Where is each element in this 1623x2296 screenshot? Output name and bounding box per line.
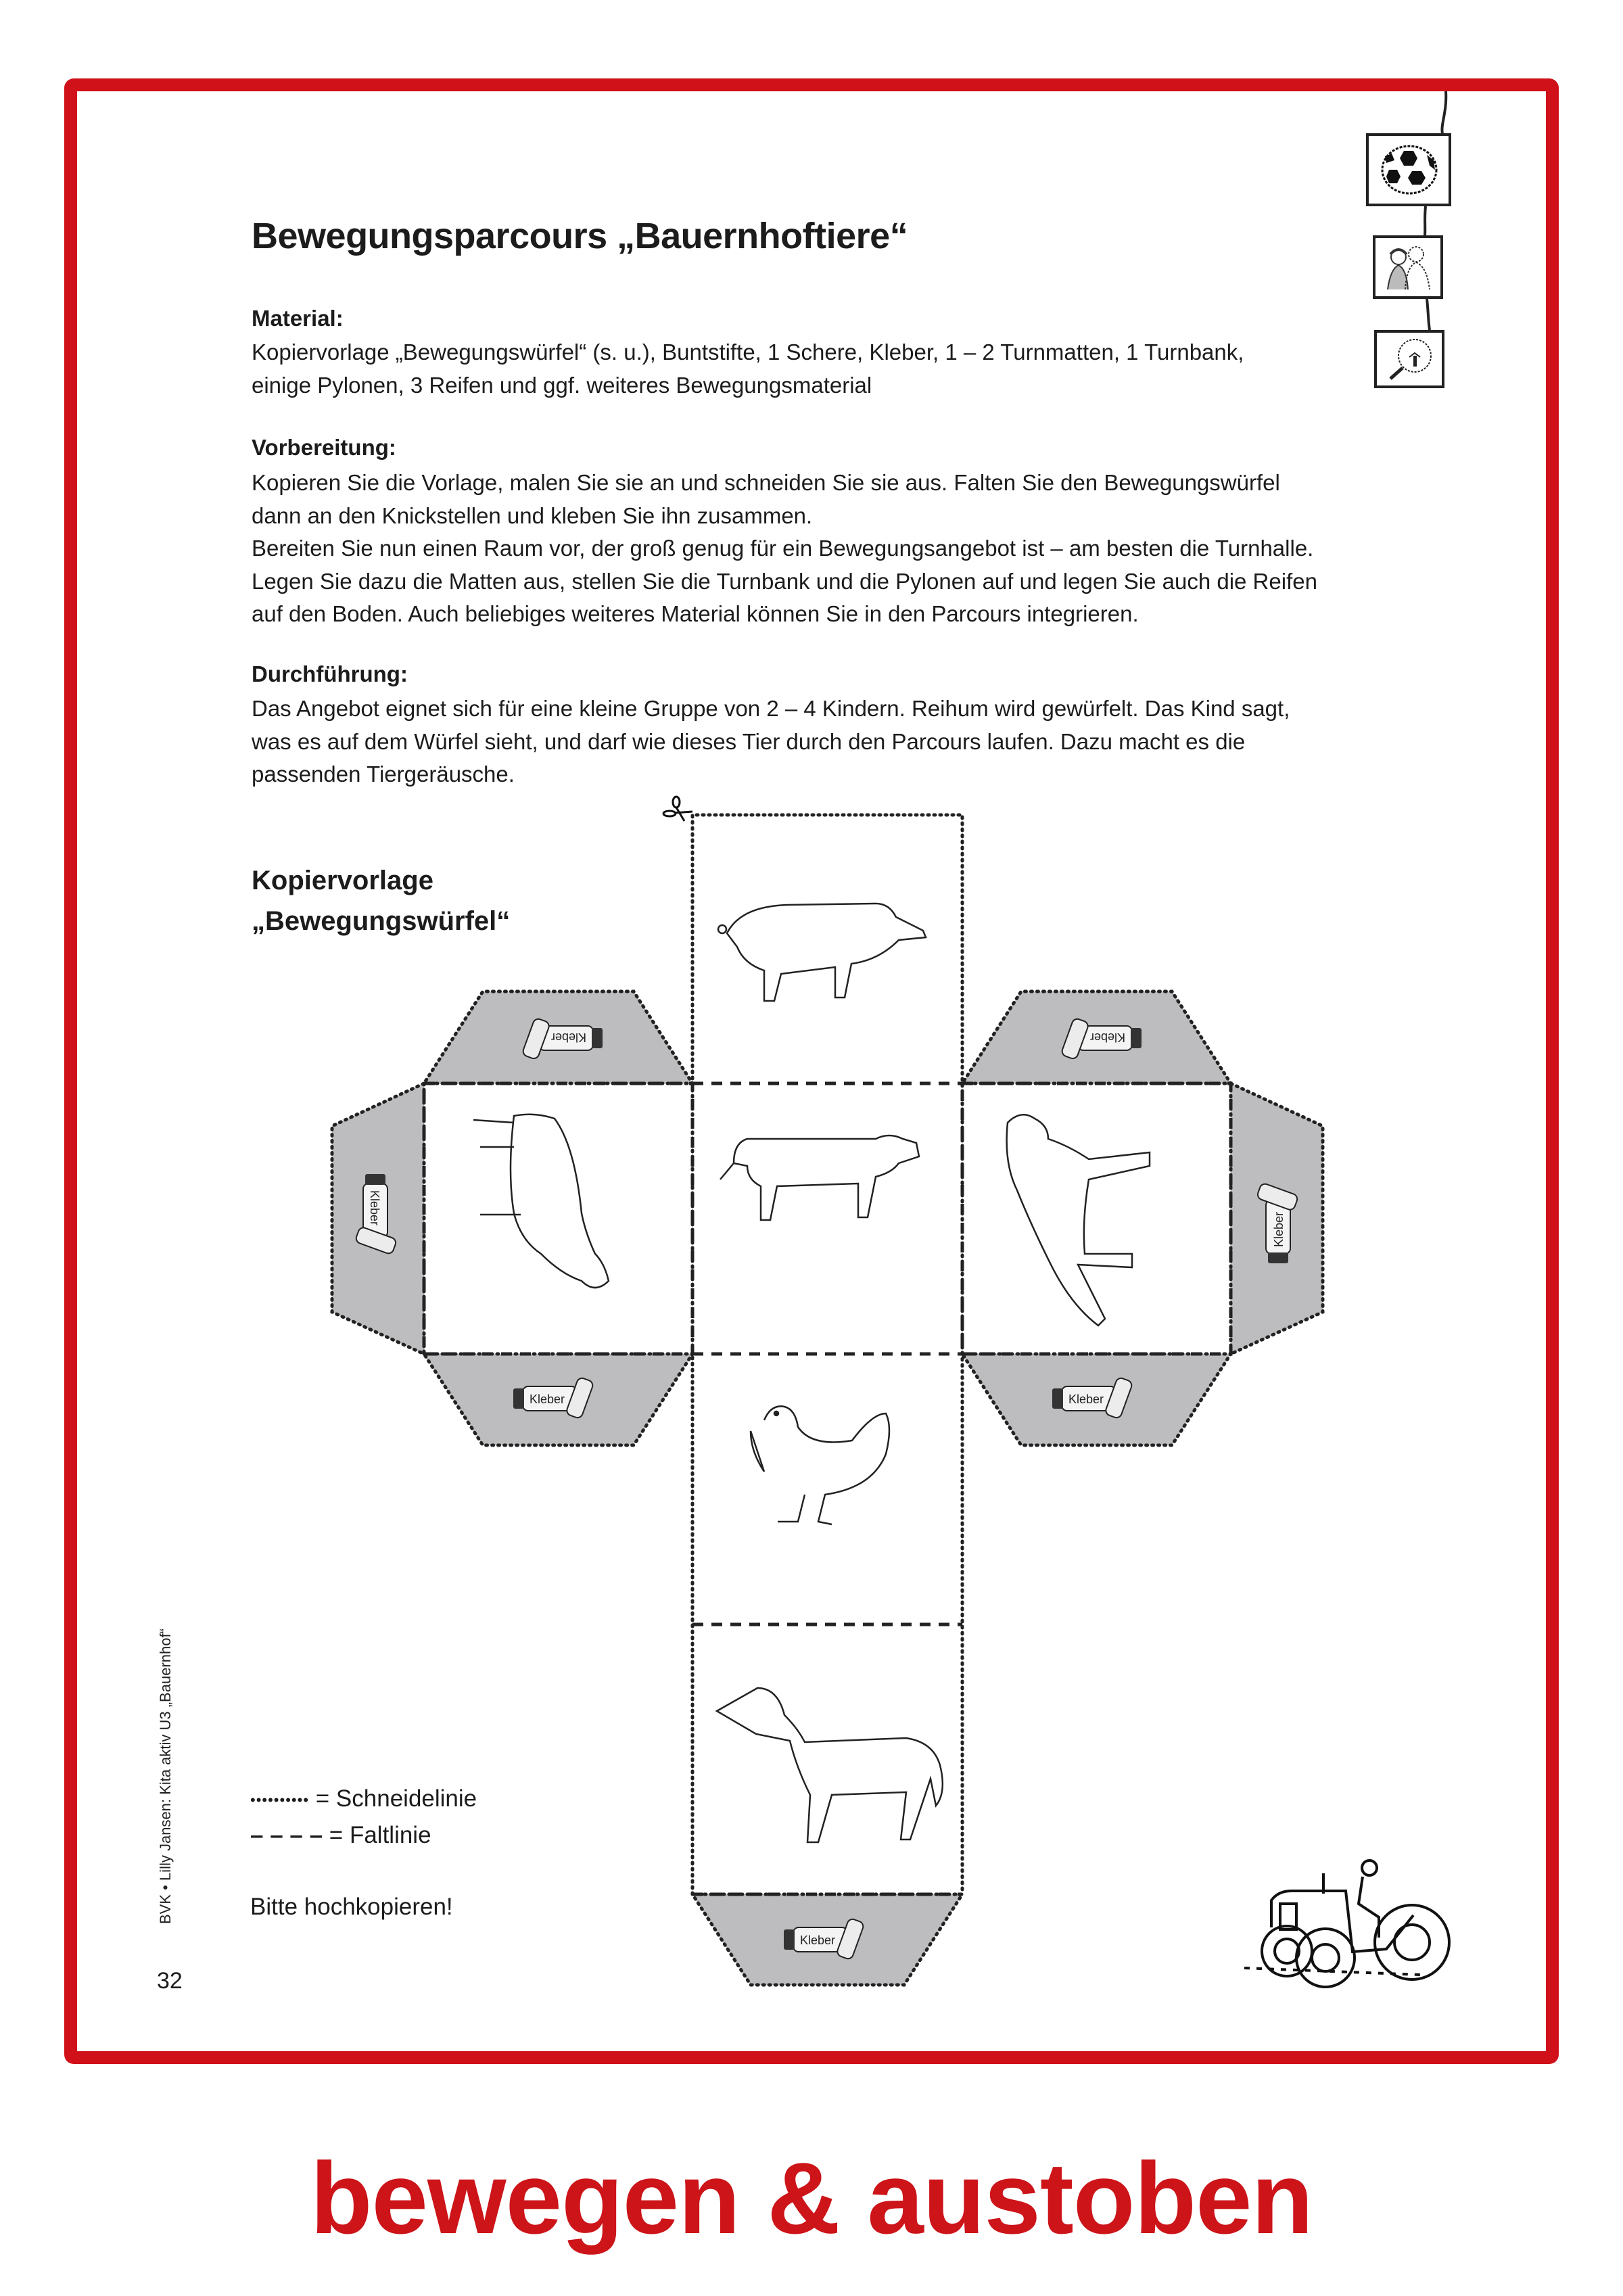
glue-label: Kleber xyxy=(550,1031,586,1044)
text-line: einige Pylonen, 3 Reifen und ggf. weiteres Bewegungsmaterial xyxy=(252,372,872,398)
chicken-icon xyxy=(751,1406,889,1524)
dog-icon xyxy=(1007,1115,1150,1326)
footer-slogan: bewegen & austoben xyxy=(310,2141,1313,2255)
pig-icon xyxy=(718,904,926,1001)
section-heading-material: Material: xyxy=(252,306,344,331)
glue-label: Kleber xyxy=(1068,1392,1104,1406)
cut-line-symbol: •••••••••• xyxy=(250,1791,310,1808)
fold-line-label: = Faltlinie xyxy=(329,1822,431,1848)
legend-cut-line xyxy=(250,1785,477,1812)
text-line: Kopieren Sie die Vorlage, malen Sie sie an und schneiden Sie sie aus. Falten Sie den Bewegungswürfel xyxy=(252,470,1280,495)
text-line: auf den Boden. Auch beliebiges weiteres Material können Sie in den Parcours integrieren. xyxy=(252,601,1139,626)
legend-fold-line xyxy=(250,1822,431,1849)
copy-note: Bitte hochkopieren! xyxy=(250,1894,453,1920)
glue-label: Kleber xyxy=(1272,1211,1286,1247)
section-heading-durchfuehrung: Durchführung: xyxy=(252,661,408,686)
glue-label: Kleber xyxy=(1089,1031,1125,1044)
fold-line-right-face xyxy=(962,1083,1231,1354)
tractor-icon xyxy=(1244,1860,1449,1987)
fold-line-symbol: – – – – xyxy=(250,1822,323,1848)
glue-label: Kleber xyxy=(530,1392,565,1406)
text-line: was es auf dem Würfel sieht, und darf wie dieses Tier durch den Parcours laufen. Dazu macht es die xyxy=(252,728,1246,754)
horse-icon xyxy=(717,1688,943,1842)
text-line: dann an den Knickstellen und kleben Sie ihn zusammen. xyxy=(252,502,813,528)
template-title-line2: „Bewegungswürfel“ xyxy=(252,906,511,936)
text-line: Bereiten Sie nun einen Raum vor, der groß genug für ein Bewegungsangebot ist – am besten die Turnhalle. xyxy=(252,536,1314,561)
text-line: Kopiervorlage „Bewegungswürfel“ (s. u.), Buntstifte, 1 Schere, Kleber, 1 – 2 Turnmatten, 1 Turnbank, xyxy=(252,339,1244,365)
cow-icon xyxy=(720,1135,919,1220)
text-line: Legen Sie dazu die Matten aus, stellen Sie die Turnbank und die Pylonen auf und legen Sie auch die Reifen xyxy=(252,568,1317,594)
sheep-icon xyxy=(473,1115,609,1288)
text-line: Das Angebot eignet sich für eine kleine Gruppe von 2 – 4 Kindern. Reihum wird gewürfelt. Das Kind sagt, xyxy=(252,696,1290,721)
template-title-line1: Kopiervorlage xyxy=(252,866,433,895)
glue-label: Kleber xyxy=(800,1934,836,1947)
scissors-icon xyxy=(663,797,692,821)
section-heading-vorbereitung: Vorbereitung: xyxy=(252,435,396,460)
publisher-credit: BVK • Lilly Jansen: Kita aktiv U3 „Bauernhof“ xyxy=(157,1629,174,1924)
glue-label: Kleber xyxy=(368,1190,381,1226)
page-number: 32 xyxy=(157,1968,183,1994)
cut-line-label: = Schneidelinie xyxy=(315,1785,477,1812)
page-title: Bewegungsparcours „Bauernhoftiere“ xyxy=(252,216,908,256)
text-line: passenden Tiergeräusche. xyxy=(252,762,515,787)
